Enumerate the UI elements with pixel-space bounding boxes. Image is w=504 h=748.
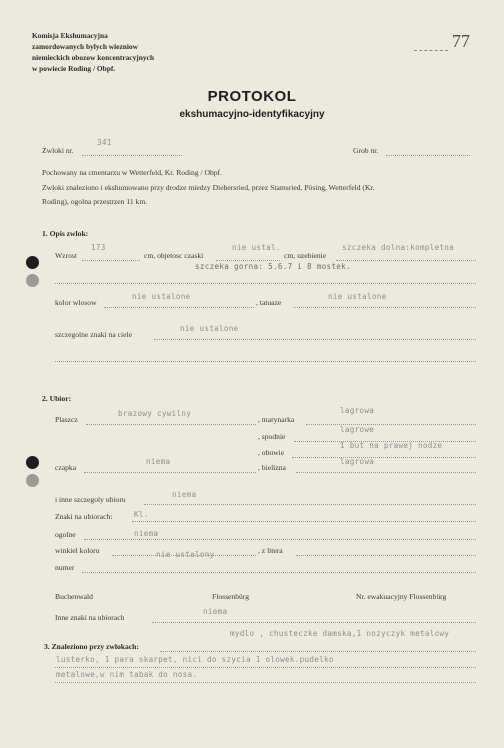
czapka-dotline xyxy=(84,472,256,473)
tatuaze-dotline xyxy=(293,307,476,308)
header-line-1: Komisja Ekshumacyjna xyxy=(32,31,108,40)
header-line-4: w powiecie Roding / Obpf. xyxy=(32,64,116,73)
intro-line-2: Zwloki znaleziono i ekshumowano przy drodze miedzy Diebersried, przez Stamsried, Pösing, Wetterfeld (Kr. xyxy=(42,183,375,192)
plaszcz-value: brazowy cywilny xyxy=(118,409,192,418)
inne-znaki-dotline xyxy=(152,622,476,623)
uzebienie-value: szczeka dolna:kompletna xyxy=(342,243,455,252)
uzebienie-dotline xyxy=(336,260,476,261)
zwloki-label: Zwloki nr. xyxy=(42,146,74,155)
znaki-na-ciele-label: szczegolne znaki na ciele xyxy=(55,330,132,339)
section1-heading: 1. Opis zwlok: xyxy=(42,229,89,238)
bielizna-value: lagrowa xyxy=(340,457,375,466)
found-dotline-3 xyxy=(55,682,476,683)
winkiel-value: nie ustalony xyxy=(156,550,215,559)
section2-heading: 2. Ubior: xyxy=(42,394,72,403)
obuwie-value: 1 but na prawej nodze xyxy=(340,441,443,450)
czapka-value: niema xyxy=(146,457,171,466)
zwloki-value: 341 xyxy=(97,138,112,147)
inne-znaki-value: niema xyxy=(203,607,228,616)
kolor-wlosow-label: kolor wlosow xyxy=(55,298,97,307)
litera-dotline xyxy=(296,555,476,556)
znaki-ubiorach-dotline xyxy=(132,521,476,522)
ogolne-label: ogolne xyxy=(55,530,76,539)
czapka-label: czapka xyxy=(55,463,77,472)
wzrost-dotline xyxy=(82,260,140,261)
section1-extra-dotline-2 xyxy=(55,361,476,362)
marynarka-dotline xyxy=(306,424,476,425)
wzrost-label: Wzrost xyxy=(55,251,77,260)
found-dotline-1 xyxy=(160,651,476,652)
litera-label: , z litera xyxy=(258,546,283,555)
section3-heading: 3. Znaleziono przy zwlokach: xyxy=(44,642,139,651)
bielizna-label: , bielizna xyxy=(258,463,286,472)
czaska-value: nie ustal. xyxy=(232,243,281,252)
uzebienie-value-2: szczeka gorna: 5.6.7 i 8 mostek. xyxy=(195,262,351,271)
spodnie-value: lagrowe xyxy=(340,425,375,434)
header-line-2: zamordowanych bylych wiezniow xyxy=(32,42,138,51)
numer-label: numer xyxy=(55,563,75,572)
marynarka-label: , marynarka xyxy=(258,415,295,424)
ewakuacyjny-label: Nr. ewakuacyjny Flossenbürg xyxy=(356,592,447,601)
binder-hole-top-shadow xyxy=(26,274,39,287)
found-dotline-2 xyxy=(55,667,476,668)
kolor-dotline xyxy=(104,307,254,308)
znaki-na-ciele-value: nie ustalone xyxy=(180,324,239,333)
znaki-na-ubiorach-label: Znaki na ubiorach: xyxy=(55,512,113,521)
intro-line-1: Pochowany na cmentarzu w Wetterfeld, Kr. Roding / Obpf. xyxy=(42,168,222,177)
objetosc-label: cm, objetosc czaski xyxy=(144,251,204,260)
ogolne-dotline xyxy=(84,539,476,540)
binder-hole-bottom-shadow xyxy=(26,474,39,487)
spodnie-label: , spodnie xyxy=(258,432,286,441)
grob-label: Grob nr. xyxy=(353,146,379,155)
czaska-dotline xyxy=(216,260,280,261)
header-line-3: niemieckich obozow koncentracyjnych xyxy=(32,53,154,62)
plaszcz-dotline xyxy=(86,424,256,425)
inne-dotline xyxy=(144,504,476,505)
buchenwald-label: Buchenwald xyxy=(55,592,93,601)
grob-dotline xyxy=(386,155,470,156)
inne-szczegoly-label: i inne szczegoly ubioru xyxy=(55,495,126,504)
page-number-dash xyxy=(414,50,448,51)
ogolne-value: niema xyxy=(134,529,159,538)
commission-header xyxy=(32,30,154,74)
inne-szczegoly-value: niema xyxy=(172,490,197,499)
found-items-line-1: mydlo , chusteczke damska,1 nozyczyk metalowy xyxy=(230,629,450,638)
obuwie-label: , obuwie xyxy=(258,448,285,457)
found-items-line-2: lusterko, 1 para skarpet, nici do szycia 1 olowek.pudelko xyxy=(56,655,334,664)
bielizna-dotline xyxy=(296,472,476,473)
section1-extra-dotline-1 xyxy=(55,283,476,284)
tatuaze-label: , tatuaze xyxy=(256,298,282,307)
page-number: 77 xyxy=(452,31,470,51)
document-subtitle: ekshumacyjno-identyfikacyjny xyxy=(179,109,325,120)
found-items-line-3: metalowe,w nim tabak do nosa. xyxy=(56,670,198,679)
inne-znaki-label: Inne znaki na ubiorach xyxy=(55,613,125,622)
binder-hole-bottom xyxy=(26,456,39,469)
numer-dotline xyxy=(82,572,476,573)
intro-line-3: Roding), ogolna przestrzen 11 km. xyxy=(42,197,148,206)
winkiel-label: winkiel koloru xyxy=(55,546,100,555)
znaki-ciele-dotline xyxy=(154,339,476,340)
tatuaze-value: nie ustalone xyxy=(328,292,387,301)
plaszcz-label: Plaszcz xyxy=(55,415,78,424)
marynarka-value: lagrowa xyxy=(340,406,375,415)
obuwie-dotline xyxy=(292,457,476,458)
znaki-na-ubiorach-value: Kl. xyxy=(134,510,149,519)
flossenburg-label: Flossenbürg xyxy=(212,592,249,601)
kolor-wlosow-value: nie ustalone xyxy=(132,292,191,301)
document-title: PROTOKOL xyxy=(207,88,297,105)
wzrost-value: 173 xyxy=(91,243,106,252)
uzebienie-label: cm, uzebienie xyxy=(284,251,327,260)
zwloki-dotline xyxy=(82,155,182,156)
binder-hole-top xyxy=(26,256,39,269)
